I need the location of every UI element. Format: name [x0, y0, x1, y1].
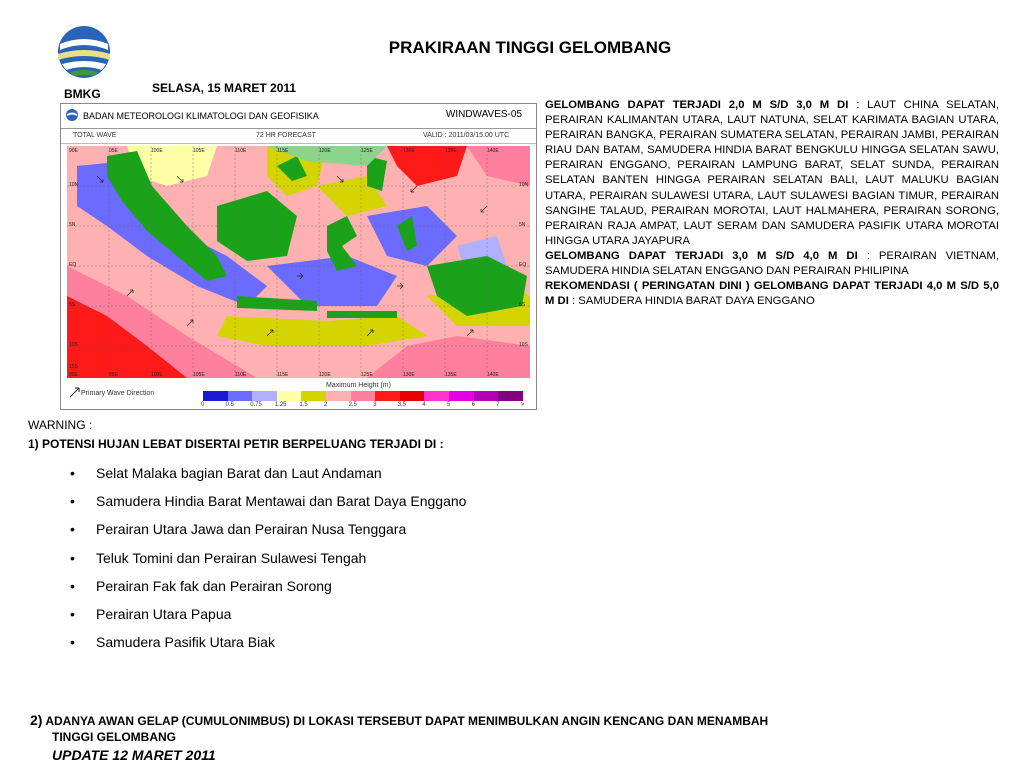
legend-swatch: [498, 391, 523, 401]
point-2-line-2: TINGGI GELOMBANG: [52, 730, 176, 744]
svg-text:110E: 110E: [235, 372, 247, 378]
forecast-para-2-body: : PERAIRAN VIETNAM, SAMUDERA HINDIA SELATAN ENGGANO DAN PERAIRAN PHILIPINA: [545, 249, 999, 278]
svg-text:125E: 125E: [361, 372, 373, 378]
bullet-icon: •: [70, 549, 75, 566]
svg-text:10N: 10N: [519, 182, 529, 188]
map-legend: [61, 382, 536, 409]
svg-text:135E: 135E: [445, 372, 457, 378]
wave-direction-icon: [69, 386, 81, 398]
svg-text:110E: 110E: [235, 148, 247, 154]
svg-text:100E: 100E: [151, 372, 163, 378]
legend-swatch: [326, 391, 351, 401]
svg-text:125E: 125E: [361, 148, 373, 154]
svg-text:115E: 115E: [277, 148, 289, 154]
forecast-para-2: [545, 249, 999, 279]
forecast-text: [545, 98, 999, 309]
list-item: • Selat Malaka bagian Barat dan Laut Andaman: [70, 465, 382, 481]
list-item: • Samudera Hindia Barat Mentawai dan Barat Daya Enggano: [70, 493, 467, 510]
legend-tick-label: 0.75: [250, 402, 262, 408]
legend-swatch: [203, 391, 228, 401]
list-item: • Perairan Fak fak dan Perairan Sorong: [70, 577, 332, 594]
forecast-para-1: [545, 98, 999, 249]
svg-text:105E: 105E: [193, 148, 205, 154]
legend-tick-label: 1.25: [274, 402, 287, 408]
svg-text:130E: 130E: [403, 148, 415, 154]
legend-tick-label: 2.5: [348, 402, 357, 408]
forecast-para-2-head: GELOMBANG DAPAT TERJADI 3,0 M S/D 4,0 M DI: [545, 249, 858, 262]
legend-swatch: [449, 391, 474, 401]
svg-text:135E: 135E: [445, 148, 457, 154]
svg-text:95E: 95E: [109, 372, 118, 378]
svg-text:90E: 90E: [69, 148, 78, 154]
legend-tick-label: 0.5: [225, 402, 234, 408]
legend-swatch: [228, 391, 253, 401]
wave-map-panel: [60, 103, 537, 410]
bullet-icon: •: [70, 465, 75, 481]
legend-tick-label: 1.5: [299, 402, 308, 408]
legend-ticks: [203, 402, 523, 410]
list-item: • Perairan Utara Jawa dan Perairan Nusa Tenggara: [70, 521, 407, 538]
svg-text:EQ: EQ: [519, 262, 527, 268]
bullet-icon: •: [70, 493, 75, 510]
forecast-para-3-body: : SAMUDERA HINDIA BARAT DAYA ENGGANO: [572, 295, 815, 308]
logo-label: BMKG: [64, 87, 101, 101]
svg-text:120E: 120E: [319, 372, 331, 378]
svg-text:EQ: EQ: [69, 262, 77, 268]
legend-tick-label: 3.5: [397, 402, 407, 408]
svg-text:95E: 95E: [109, 148, 118, 154]
warning-label: WARNING :: [28, 418, 93, 432]
legend-swatch: [474, 391, 499, 401]
map-forecast-hours: 72 HR FORECAST: [256, 132, 316, 139]
legend-tick-label: 0: [201, 402, 205, 408]
point-2-line-1: ADANYA AWAN GELAP (CUMULONIMBUS) DI LOKASI TERSEBUT DAPAT MENIMBULKAN ANGIN KENCANG DAN MENAMBAH: [45, 714, 769, 728]
svg-text:5N: 5N: [519, 222, 526, 228]
svg-text:120E: 120E: [319, 148, 331, 154]
mini-bmkg-icon: [65, 108, 79, 122]
legend-tick-label: 3: [373, 402, 377, 408]
legend-title: Maximum Height (m): [326, 382, 391, 389]
svg-text:5S: 5S: [519, 302, 526, 308]
legend-direction-label: Primary Wave Direction: [81, 390, 155, 397]
legend-swatch: [277, 391, 302, 401]
svg-text:140E: 140E: [487, 148, 499, 154]
svg-text:15S: 15S: [69, 364, 78, 370]
legend-tick-label: 4: [422, 402, 426, 408]
legend-swatch: [252, 391, 277, 401]
bullet-icon: •: [70, 577, 75, 594]
legend-color-bar: [203, 391, 523, 401]
warning-list: [70, 465, 466, 662]
list-item: • Perairan Utara Papua: [70, 605, 232, 622]
legend-swatch: [400, 391, 425, 401]
legend-tick-label: 2: [324, 402, 328, 408]
forecast-para-3-head: REKOMENDASI ( PERINGATAN DINI ) GELOMBANG DAPAT TERJADI 4,0 M S/D 5,0 M DI: [545, 280, 999, 308]
legend-tick-label: >: [520, 402, 525, 408]
svg-text:90E: 90E: [69, 372, 78, 378]
legend-tick-label: 7: [496, 402, 500, 408]
legend-swatch: [424, 391, 449, 401]
wave-height-map: [67, 146, 530, 378]
forecast-para-1-body: : LAUT CHINA SELATAN, PERAIRAN KALIMANTAN UTARA, LAUT NATUNA, SELAT KARIMATA BAGIAN UTARA, PERAIRAN BANGKA, PERAIRAN SUMATERA SELATAN, PERAIRAN JAMBI, PERAIRAN RIAU DAN BATAM, SAMUDERA HINDIA BARAT BENGKULU HINGGA SELATAN SAWU, PERAIRAN ENGGANO, PERAIRAN LAMPUNG BARAT, SELAT SUNDA, PERAIRAN SELATAN BANTEN HINGGA PERAIRAN SELATAN BALI, LAUT MALUKU BAGIAN UTARA, PERAIRAN SULAWESI UTARA, LAUT SULAWESI BAGIAN TIMUR, PERAIRAN SANGIHE TALAUD, PERAIRAN MOROTAI, LAUT HALMAHERA, PERAIRAN SORONG, PERAIRAN RAJA AMPAT, LAUT SERAM DAN SAMUDERA PASIFIK UTARA MOROTAI HINGGA UTARA JAYAPURA: [545, 99, 999, 247]
map-total-wave: TOTAL WAVE: [73, 132, 117, 139]
svg-text:105E: 105E: [193, 372, 205, 378]
map-subheader: [61, 129, 536, 144]
forecast-para-3: [545, 279, 999, 309]
svg-text:5N: 5N: [69, 222, 76, 228]
list-item: • Teluk Tomini dan Perairan Sulawesi Tengah: [70, 549, 367, 566]
point-2-number: 2): [30, 712, 43, 728]
forecast-para-1-head: GELOMBANG DAPAT TERJADI 2,0 M S/D 3,0 M DI: [545, 99, 849, 111]
update-date: UPDATE 12 MARET 2011: [52, 747, 216, 763]
legend-swatch: [375, 391, 400, 401]
svg-text:130E: 130E: [403, 372, 415, 378]
legend-tick-label: 5: [447, 402, 451, 408]
bullet-icon: •: [70, 521, 75, 538]
legend-swatch: [301, 391, 326, 401]
svg-text:10S: 10S: [69, 342, 78, 348]
bullet-icon: •: [70, 634, 75, 651]
page-title: PRAKIRAAN TINGGI GELOMBANG: [388, 38, 672, 57]
legend-swatch: [351, 391, 376, 401]
forecast-date: SELASA, 15 MARET 2011: [152, 81, 297, 95]
map-agency: BADAN METEOROLOGI KLIMATOLOGI DAN GEOFISIKA: [83, 111, 319, 121]
map-header: [61, 104, 536, 129]
warning-point-2: [30, 712, 768, 728]
warning-point-1: 1) POTENSI HUJAN LEBAT DISERTAI PETIR BERPELUANG TERJADI DI :: [28, 437, 444, 451]
list-item: • Samudera Pasifik Utara Biak: [70, 634, 275, 651]
svg-text:5S: 5S: [69, 302, 76, 308]
svg-text:100E: 100E: [151, 148, 163, 154]
svg-text:10S: 10S: [519, 342, 528, 348]
map-model: WINDWAVES-05: [445, 109, 522, 120]
svg-text:115E: 115E: [277, 372, 289, 378]
legend-tick-label: 6: [471, 402, 475, 408]
svg-text:140E: 140E: [487, 372, 499, 378]
bullet-icon: •: [70, 605, 75, 622]
map-valid-time: VALID : 2011/03/15.00 UTC: [423, 132, 510, 139]
svg-text:10N: 10N: [69, 182, 79, 188]
